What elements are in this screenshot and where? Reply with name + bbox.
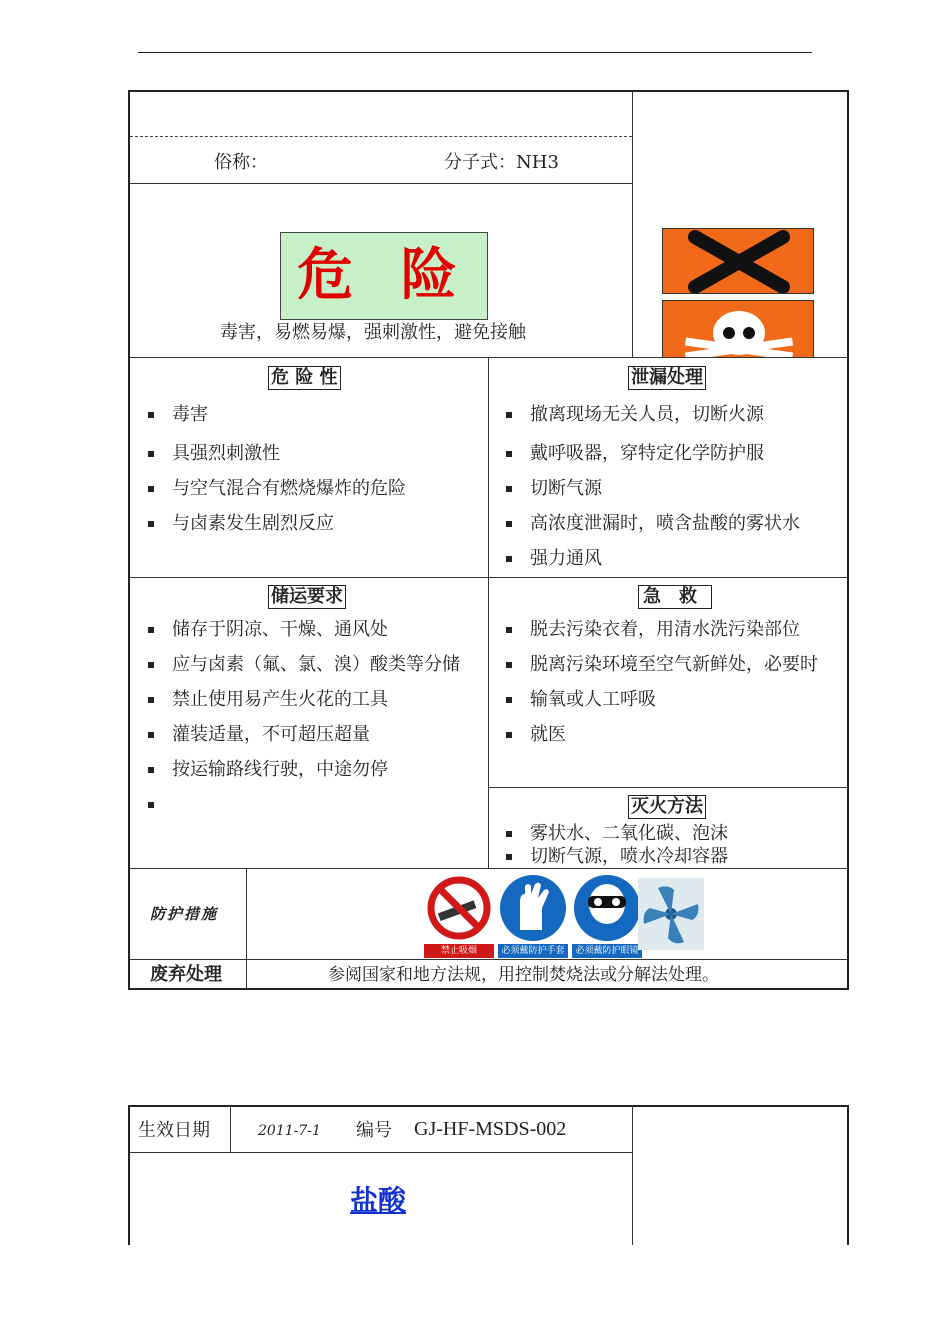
section-row2-top — [129, 577, 848, 578]
no-smoking-icon — [424, 872, 494, 944]
gloves-sign — [498, 872, 568, 958]
card-left-border — [128, 90, 130, 990]
gloves-caption: 必须戴防护手套 — [498, 944, 568, 958]
disposal-label: 废弃处理 — [150, 964, 222, 985]
doc-number-label: 编号 — [356, 1120, 392, 1141]
danger-banner — [280, 232, 488, 320]
goggles-caption: 必须戴防护眼镜 — [572, 944, 642, 958]
leak-title: 泄漏处理 — [628, 366, 706, 390]
protection-label: 防护措施 — [150, 905, 219, 923]
page-top-rule — [138, 52, 812, 53]
danger-label: 危 险 — [297, 243, 471, 308]
protection-row-top — [129, 868, 848, 869]
formula-label: 分子式：NH3 — [444, 152, 559, 173]
gloves-icon — [498, 872, 568, 944]
footer-right-border — [847, 1105, 849, 1245]
common-name-label: 俗称： — [214, 152, 268, 173]
first-aid-title: 急 救 — [638, 585, 712, 609]
goggles-sign — [572, 872, 642, 958]
no-smoking-sign — [424, 872, 494, 958]
section-mid-divider — [488, 357, 489, 869]
fire-section-top — [488, 787, 848, 788]
card-right-border — [847, 90, 849, 990]
effective-date-label: 生效日期 — [138, 1120, 210, 1141]
skull-crossbones-icon — [662, 300, 814, 358]
product-name-link[interactable]: 盐酸 — [350, 1184, 407, 1217]
danger-summary: 毒害，易燃易爆，强刺激性，避免接触 — [220, 322, 526, 343]
no-smoking-caption: 禁止吸烟 — [424, 944, 494, 958]
disposal-row-top — [129, 959, 848, 960]
footer-top-border — [128, 1105, 849, 1107]
footer-right-divider — [632, 1105, 633, 1245]
footer-row-separator — [129, 1152, 632, 1153]
footer-left-border — [128, 1105, 130, 1245]
disposal-text: 参阅国家和地方法规，用控制焚烧法或分解法处理。 — [328, 965, 719, 985]
fire-title: 灭火方法 — [628, 795, 706, 819]
storage-title: 储运要求 — [268, 585, 346, 609]
card-top-border — [128, 90, 849, 92]
ventilation-icon — [638, 878, 704, 950]
ventilation-sign — [638, 878, 704, 950]
header-dashed-line — [130, 136, 632, 137]
header-separator — [129, 183, 632, 184]
card-bottom-border — [128, 988, 849, 990]
header-right-divider — [632, 90, 633, 358]
footer-date-divider — [230, 1105, 231, 1152]
goggles-icon — [572, 872, 642, 944]
doc-number-value: GJ-HF-MSDS-002 — [414, 1118, 567, 1140]
label-column-divider — [246, 868, 247, 989]
hazards-title: 危 险 性 — [268, 366, 341, 390]
harmful-x-icon — [662, 228, 814, 294]
effective-date-value: 2011-7-1 — [258, 1123, 321, 1139]
